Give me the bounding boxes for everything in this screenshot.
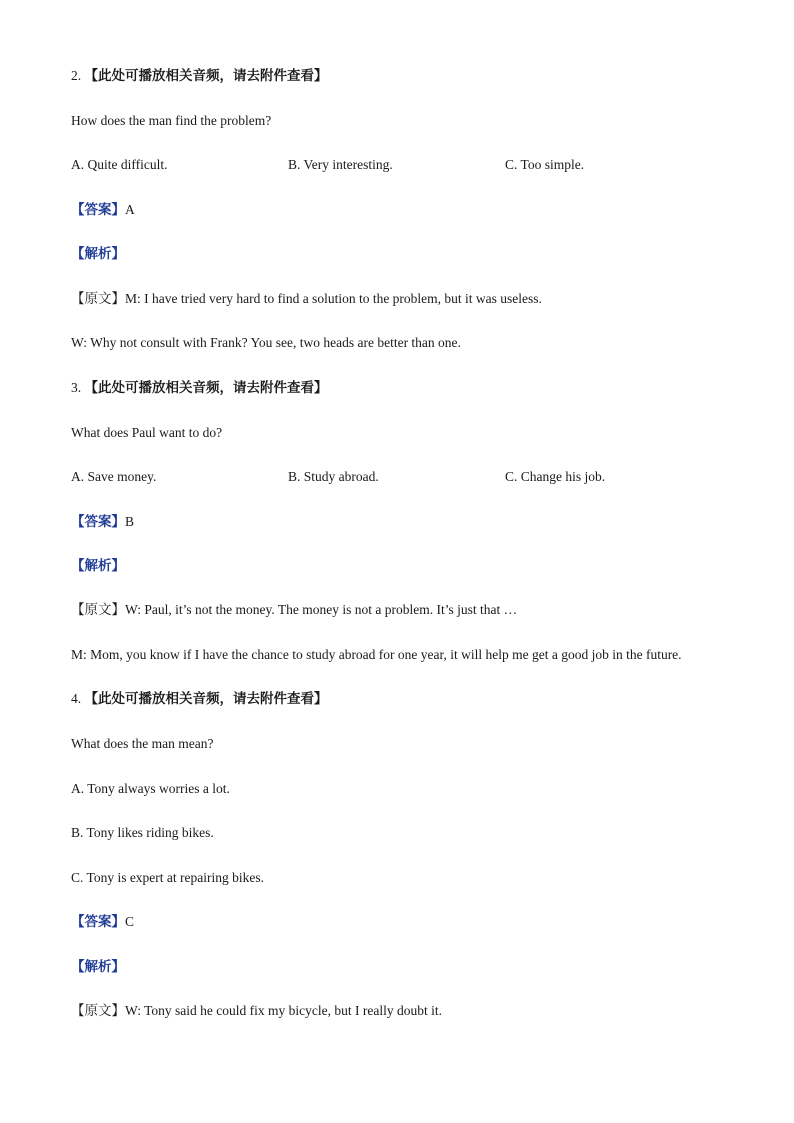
question-4-analysis bbox=[71, 958, 754, 976]
question-2-answer bbox=[71, 201, 754, 219]
original-tag: 【原文】 bbox=[71, 602, 125, 617]
analysis-tag: 【解析】 bbox=[71, 959, 125, 974]
option-c: C. Change his job. bbox=[505, 469, 606, 484]
question-4-heading bbox=[71, 690, 754, 708]
answer-tag: 【答案】 bbox=[71, 514, 125, 529]
answer-value: B bbox=[125, 514, 135, 529]
transcript-line: W: Paul, it’s not the money. The money is not a problem. It’s just that … bbox=[125, 602, 518, 617]
option-c: C. Tony is expert at repairing bikes. bbox=[71, 870, 265, 885]
option-a: A. Save money. bbox=[71, 469, 157, 484]
transcript-line: M: I have tried very hard to find a solution to the problem, but it was useless. bbox=[125, 291, 542, 306]
question-number: 2. bbox=[71, 68, 82, 83]
option-c: C. Too simple. bbox=[505, 157, 585, 172]
analysis-tag: 【解析】 bbox=[71, 246, 125, 261]
transcript-line: W: Tony said he could fix my bicycle, but I really doubt it. bbox=[125, 1003, 442, 1018]
question-number: 4. bbox=[71, 691, 82, 706]
answer-tag: 【答案】 bbox=[71, 914, 125, 929]
answer-value: C bbox=[125, 914, 135, 929]
question-4-answer bbox=[71, 913, 754, 931]
answer-value: A bbox=[125, 202, 135, 217]
original-tag: 【原文】 bbox=[71, 1003, 125, 1018]
question-2-heading bbox=[71, 67, 754, 85]
question-3-transcript-2: M: Mom, you know if I have the chance to study abroad for one year, it will help me get a good job in the future. bbox=[71, 647, 682, 662]
question-4-text: What does the man mean? bbox=[71, 736, 214, 751]
question-3-analysis bbox=[71, 557, 754, 575]
question-4-transcript-1 bbox=[71, 1002, 754, 1020]
question-2-options bbox=[71, 156, 754, 174]
question-3-answer bbox=[71, 513, 754, 531]
question-2-transcript-1 bbox=[71, 290, 754, 308]
option-b: B. Study abroad. bbox=[288, 469, 379, 484]
option-b: B. Very interesting. bbox=[288, 157, 393, 172]
original-tag: 【原文】 bbox=[71, 291, 125, 306]
question-3-text: What does Paul want to do? bbox=[71, 425, 223, 440]
question-3-options bbox=[71, 468, 754, 486]
option-a: A. Tony always worries a lot. bbox=[71, 781, 230, 796]
audio-note: 【此处可播放相关音频，请去附件查看】 bbox=[84, 691, 328, 706]
question-2-text: How does the man find the problem? bbox=[71, 113, 272, 128]
audio-note: 【此处可播放相关音频，请去附件查看】 bbox=[84, 68, 328, 83]
question-3-transcript-1 bbox=[71, 601, 754, 619]
audio-note: 【此处可播放相关音频，请去附件查看】 bbox=[84, 380, 328, 395]
option-a: A. Quite difficult. bbox=[71, 157, 168, 172]
option-b: B. Tony likes riding bikes. bbox=[71, 825, 214, 840]
question-3-heading bbox=[71, 379, 754, 397]
analysis-tag: 【解析】 bbox=[71, 558, 125, 573]
question-2-transcript-2: W: Why not consult with Frank? You see, two heads are better than one. bbox=[71, 335, 461, 350]
answer-tag: 【答案】 bbox=[71, 202, 125, 217]
question-2-analysis bbox=[71, 245, 754, 263]
question-number: 3. bbox=[71, 380, 82, 395]
